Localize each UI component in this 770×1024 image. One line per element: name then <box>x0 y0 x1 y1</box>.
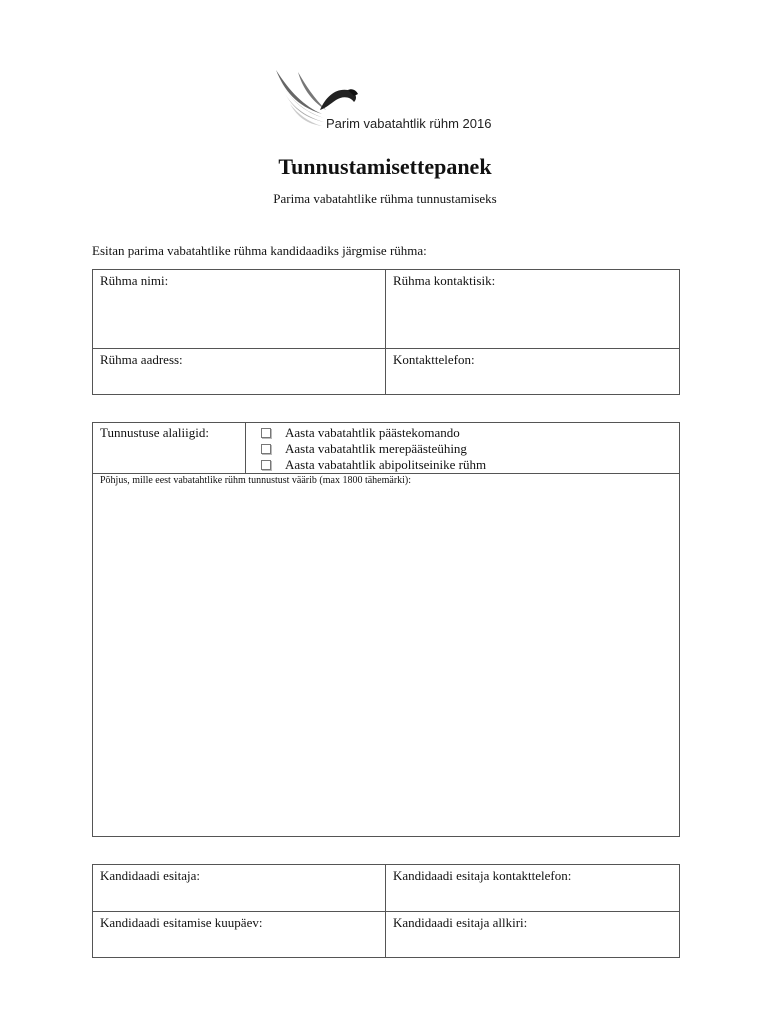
option-police-group[interactable] <box>253 457 672 473</box>
option-sea-rescue-label: Aasta vabatahtlik merepäästeühing <box>285 441 467 456</box>
option-rescue-team[interactable] <box>253 425 672 441</box>
checkbox-police-group[interactable] <box>261 460 271 470</box>
submission-date-field[interactable] <box>93 912 386 958</box>
signature-field[interactable] <box>386 912 680 958</box>
recognition-table <box>92 422 680 837</box>
page-subtitle: Parima vabatahtlike rühma tunnustamiseks <box>273 191 497 206</box>
recognition-label-cell <box>93 423 246 474</box>
group-address-label: Rühma aadress: <box>100 352 183 367</box>
checkbox-sea-rescue[interactable] <box>261 444 271 454</box>
reason-field[interactable] <box>93 474 680 837</box>
recognition-label: Tunnustuse alaliigid: <box>100 425 209 440</box>
group-info-table <box>92 269 680 395</box>
option-police-group-label: Aasta vabatahtlik abipolitseinike rühm <box>285 457 487 472</box>
group-contact-label: Rühma kontaktisik: <box>393 273 496 288</box>
submitter-table <box>92 864 680 958</box>
group-phone-field[interactable] <box>386 349 680 395</box>
logo-text: Parim vabatahtlik rühm 2016 <box>326 116 492 131</box>
group-name-field[interactable] <box>93 270 386 349</box>
submitter-phone-label: Kandidaadi esitaja kontakttelefon: <box>393 868 572 883</box>
group-phone-label: Kontakttelefon: <box>393 352 475 367</box>
group-contact-field[interactable] <box>386 270 680 349</box>
page-title: Tunnustamisettepanek <box>278 154 492 179</box>
group-name-label: Rühma nimi: <box>100 273 169 288</box>
submission-date-label: Kandidaadi esitamise kuupäev: <box>100 915 263 930</box>
reason-label: Põhjus, mille eest vabatahtlike rühm tunnustust väärib (max 1800 tähemärki): <box>100 475 412 486</box>
recognition-options <box>246 423 680 474</box>
submitter-name-label: Kandidaadi esitaja: <box>100 868 200 883</box>
submitter-name-field[interactable] <box>93 865 386 912</box>
logo <box>270 66 510 136</box>
group-address-field[interactable] <box>93 349 386 395</box>
option-rescue-team-label: Aasta vabatahtlik päästekomando <box>285 425 460 440</box>
submitter-phone-field[interactable] <box>386 865 680 912</box>
intro-text: Esitan parima vabatahtlike rühma kandidaadiks järgmise rühma: <box>92 243 427 258</box>
signature-label: Kandidaadi esitaja allkiri: <box>393 915 528 930</box>
option-sea-rescue[interactable] <box>253 441 672 457</box>
checkbox-rescue-team[interactable] <box>261 428 271 438</box>
